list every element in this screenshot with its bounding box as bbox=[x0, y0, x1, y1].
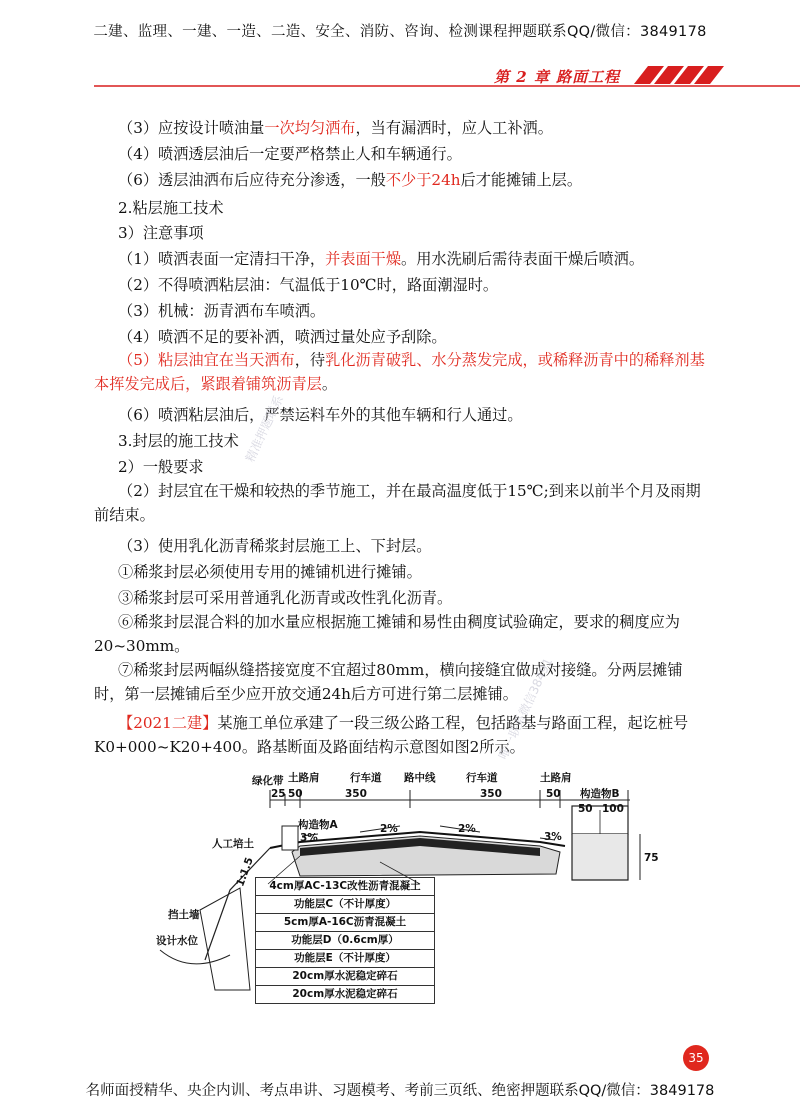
slope-3-right: 3% bbox=[544, 831, 562, 843]
paragraph: （3）使用乳化沥青稀浆封层施工上、下封层。 bbox=[118, 537, 432, 555]
label-wall: 挡土墙 bbox=[168, 909, 200, 921]
paragraph: （6）透层油洒布后应待充分渗透，一般不少于24h后才能摊铺上层。 bbox=[118, 171, 583, 189]
label-green-belt: 绿化带 bbox=[252, 775, 284, 787]
footer-ad: 名师面授精华、央企内训、考点串讲、习题模考、考前三页纸、绝密押题联系QQ/微信：3849178 bbox=[85, 1083, 715, 1099]
paragraph: （4）喷洒不足的要补洒，喷洒过量处应予刮除。 bbox=[118, 328, 447, 346]
section-heading: 3.封层的施工技术 bbox=[118, 432, 239, 450]
dim-50-right: 50 bbox=[546, 788, 561, 800]
label-water-level: 设计水位 bbox=[156, 935, 198, 947]
layer-row: 20cm厚水泥稳定碎石 bbox=[292, 988, 398, 1000]
paragraph: （5）粘层油宜在当天洒布，待乳化沥青破乳、水分蒸发完成，或稀释沥青中的稀释剂基本挥发完成后，紧跟着铺筑沥青层。 bbox=[94, 351, 705, 393]
label-lane-right: 行车道 bbox=[466, 772, 498, 784]
paragraph: （3）机械：沥青洒布车喷洒。 bbox=[118, 302, 326, 320]
label-centerline: 路中线 bbox=[404, 772, 436, 784]
dim-50-struct: 50 bbox=[578, 803, 593, 815]
paragraph: （4）喷洒透层油后一定要严格禁止人和车辆通行。 bbox=[118, 145, 462, 163]
paragraph: 【2021二建】某施工单位承建了一段三级公路工程，包括路基与路面工程，起讫桩号K0+000~K20+400。路基断面及路面结构示意图如图2所示。 bbox=[94, 714, 689, 756]
watermark: 精准押题联系 bbox=[242, 393, 287, 465]
label-structure-b: 构造物B bbox=[580, 788, 620, 800]
layer-row: 20cm厚水泥稳定碎石 bbox=[256, 968, 434, 986]
layer-legend bbox=[255, 877, 435, 1004]
paragraph: ⑥稀浆封层混合料的加水量应根据施工摊铺和易性由稠度试验确定，要求的稠度应为20~30mm。 bbox=[94, 613, 680, 655]
paragraph: （2）封层宜在干燥和较热的季节施工，并在最高温度低于15℃;到来以前半个月及雨期前结束。 bbox=[94, 482, 701, 524]
paragraph: （2）不得喷洒粘层油：气温低于10℃时，路面潮湿时。 bbox=[118, 276, 499, 294]
dim-350-left: 350 bbox=[345, 788, 367, 800]
paragraph: ⑦稀浆封层两幅纵缝搭接宽度不宜超过80mm，横向接缝宜做成对接缝。分两层摊铺时，第一层摊铺后至少应开放交通24h后方可进行第二层摊铺。 bbox=[94, 661, 683, 703]
dim-25: 25 bbox=[271, 788, 286, 800]
paragraph: （3）应按设计喷油量一次均匀洒布，当有漏洒时，应人工补洒。 bbox=[118, 119, 553, 137]
layer-row: 功能层C（不计厚度） bbox=[256, 896, 434, 914]
layer-row: 功能层E（不计厚度） bbox=[256, 950, 434, 968]
dim-350-right: 350 bbox=[480, 788, 502, 800]
paragraph: ③稀浆封层可采用普通乳化沥青或改性乳化沥青。 bbox=[118, 589, 453, 607]
paragraph: ①稀浆封层必须使用专用的摊铺机进行摊铺。 bbox=[118, 563, 422, 581]
slope-3-left: 3% bbox=[300, 832, 318, 844]
chapter-title: 第 2 章 路面工程 bbox=[494, 68, 621, 86]
label-shoulder-left: 土路肩 bbox=[288, 772, 320, 784]
layer-row: 功能层D（0.6cm厚） bbox=[256, 932, 434, 950]
paragraph: （1）喷洒表面一定清扫干净，并表面干燥。用水洗刷后需待表面干燥后喷洒。 bbox=[118, 250, 645, 268]
subheading: 3）注意事项 bbox=[118, 224, 204, 242]
watermark: 唯一联系微信38491 bbox=[495, 655, 556, 762]
layer-row: 4cm厚AC-13C改性沥青混凝土 bbox=[256, 878, 434, 896]
label-lane-left: 行车道 bbox=[350, 772, 382, 784]
dim-100: 100 bbox=[602, 803, 624, 815]
label-structure-a: 构造物A bbox=[298, 819, 338, 831]
slope-2-right: 2% bbox=[458, 823, 476, 835]
dim-50: 50 bbox=[288, 788, 303, 800]
label-fill: 人工培土 bbox=[212, 838, 254, 850]
layer-row: 5cm厚A-16C沥青混凝土 bbox=[256, 914, 434, 932]
label-slope: 1:1.5 bbox=[234, 855, 256, 889]
section-heading: 2.粘层施工技术 bbox=[118, 199, 224, 217]
label-shoulder-right: 土路肩 bbox=[540, 772, 572, 784]
dim-75: 75 bbox=[644, 852, 659, 864]
paragraph: （6）喷洒粘层油后，严禁运料车外的其他车辆和行人通过。 bbox=[118, 406, 523, 424]
page-number: 35 bbox=[683, 1045, 709, 1071]
subheading: 2）一般要求 bbox=[118, 458, 204, 476]
slope-2-left: 2% bbox=[380, 823, 398, 835]
header-ad: 二建、监理、一建、一造、二造、安全、消防、咨询、检测课程押题联系QQ/微信：3849178 bbox=[93, 24, 707, 40]
